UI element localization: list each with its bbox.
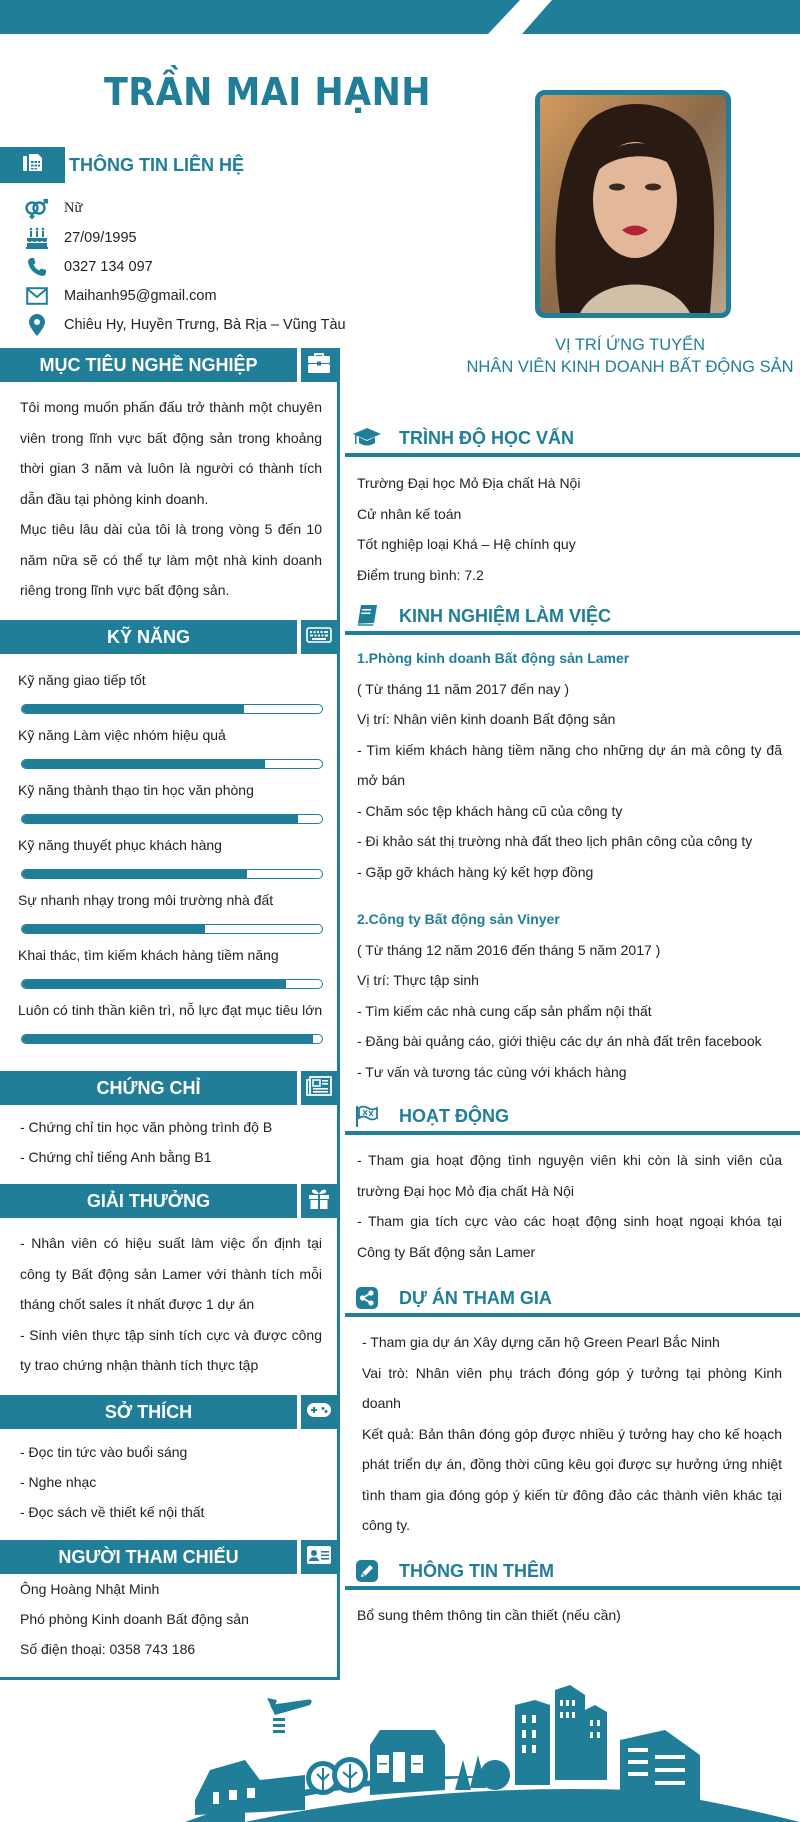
skill-label: Kỹ năng giao tiếp tốt [18,672,146,688]
project-result: Kết quả: Bản thân đóng góp được nhiều ý tưởng hay cho kế hoạch phát triển dự án, đồng thời cũng kêu gọi được sự hưởng ứng nhiệt tình tham gia đóng góp ý kiến từ đông đảo các thành viên khác tại công ty. [362,1425,782,1533]
project-name: - Tham gia dự án Xây dựng căn hộ Green Pearl Bắc Ninh [362,1334,720,1350]
certificate-icon [306,1076,332,1101]
skill-label: Kỹ năng thuyết phục khách hàng [18,837,222,853]
hobbies-icon-box [301,1395,337,1429]
hobbies-list [20,1437,330,1527]
objective-section-header [0,348,337,382]
skill-bar-fill [22,980,286,988]
skill-item [18,668,328,723]
education-section-header [345,423,800,457]
city-skyline-illustration [185,1660,800,1822]
position-label: VỊ TRÍ ỨNG TUYỂN [554,336,706,354]
job-duty: - Tìm kiếm khách hàng tiềm năng cho những dự án mà công ty đã mở bán [357,741,782,788]
certificates-title: CHỨNG CHỈ [0,1071,297,1105]
certificate-item: - Chứng chỉ tiếng Anh bằng B1 [20,1149,212,1165]
activities-section-header [345,1101,800,1135]
contact-title: THÔNG TIN LIÊN HỆ [69,155,244,175]
skill-item [18,998,328,1053]
contact-value: Nữ [64,200,83,216]
objective-text [20,392,322,606]
profile-photo [535,90,731,318]
activity-item: - Tham gia tích cực vào các hoạt động sinh hoạt ngoại khóa tại Công ty Bất động sản Lamer [357,1213,782,1260]
skill-bar [21,869,323,879]
skills-icon-box [301,620,337,654]
skill-item [18,888,328,943]
job-duty: - Chăm sóc tệp khách hàng cũ của công ty [357,802,623,819]
contact-icon-box [0,147,65,183]
awards-section-header [0,1184,337,1218]
certificates-list [20,1112,330,1172]
contact-list [22,194,346,339]
experience-job-1 [357,643,782,887]
skill-bar [21,814,323,824]
certificates-section-header [0,1071,337,1105]
skill-label: Khai thác, tìm kiếm khách hàng tiềm năng [18,947,279,963]
skills-list [18,668,328,1053]
fax-phone-icon [21,151,45,180]
hobby-item: - Đọc sách về thiết kế nội thất [20,1504,205,1520]
skill-bar [21,704,323,714]
hobby-item: - Nghe nhạc [20,1474,97,1490]
experience-job-2 [357,904,782,1087]
top-banner [0,0,800,36]
contact-value: 0327 134 097 [64,258,153,275]
awards-title: GIẢI THƯỞNG [0,1184,297,1218]
projects-section-header [345,1283,800,1317]
id-card-icon [306,1545,332,1570]
gender-icon [22,198,52,220]
contact-birthday [22,223,346,252]
job-duty: - Đi khảo sát thị trường nhà đất theo lịch phân công của công ty [357,833,753,849]
email-icon [22,285,52,307]
awards-icon-box [301,1184,337,1218]
skill-bar [21,1034,323,1044]
position-block [460,334,800,378]
objective-icon-box [301,348,337,382]
education-item: Điểm trung bình: 7.2 [357,566,484,583]
graduation-cap-icon [351,425,383,451]
gamepad-icon [306,1402,332,1423]
project-role: Vai trò: Nhân viên phụ trách đóng góp ý tưởng tại phòng Kinh doanh [362,1364,782,1411]
extra-section-header [345,1556,800,1590]
contact-address [22,310,346,339]
phone-icon [22,256,52,278]
job-role: Vị trí: Thực tập sinh [357,972,479,988]
contact-value: Chiêu Hy, Huyền Trưng, Bà Rịa – Vũng Tàu [64,316,346,333]
contact-section-header [0,147,380,183]
contact-phone [22,252,346,281]
reference-title: Phó phòng Kinh doanh Bất động sản [20,1611,249,1627]
activities-list [357,1145,782,1267]
skill-item [18,943,328,998]
contact-email [22,281,346,310]
references-section-header [0,1540,337,1574]
job-company: 2.Công ty Bất động sản Vinyer [357,911,560,927]
extra-text: Bổ sung thêm thông tin cần thiết (nếu cần) [357,1607,621,1623]
job-duty: - Đăng bài quảng cáo, giới thiệu các dự án nhà đất trên facebook [357,1033,762,1049]
activity-item: - Tham gia hoạt động tình nguyện viên khi còn là sinh viên của trường Đại học Mỏ địa chất Hà Nội [357,1152,782,1199]
skill-bar-fill [22,760,265,768]
hobbies-section-header [0,1395,337,1429]
candidate-name: TRẦN MAI HẠNH [103,70,432,114]
location-pin-icon [22,314,52,336]
gift-icon [308,1188,330,1215]
hobbies-title: SỞ THÍCH [0,1395,297,1429]
projects-title: DỰ ÁN THAM GIA [399,1288,552,1308]
skill-item [18,778,328,833]
keyboard-icon [306,627,332,648]
position-value: NHÂN VIÊN KINH DOANH BẤT ĐỘNG SẢN [466,358,794,376]
skill-bar-fill [22,815,298,823]
job-period: ( Từ tháng 12 năm 2016 đến tháng 5 năm 2017 ) [357,941,661,958]
education-list [357,468,782,590]
objective-paragraph: Mục tiêu lâu dài của tôi là trong vòng 5 đến 10 năm nữa sẽ có thể tự làm một nhà kinh doanh riêng trong lĩnh vực bất động sản. [20,521,322,598]
reference-name: Ông Hoàng Nhật Minh [20,1581,160,1597]
contact-gender [22,194,346,223]
skill-bar [21,979,323,989]
skill-label: Sự nhanh nhạy trong môi trường nhà đất [18,892,274,908]
skills-title: KỸ NĂNG [0,620,297,654]
references-title: NGƯỜI THAM CHIẾU [0,1540,297,1574]
award-item: - Nhân viên có hiệu suất làm việc ổn định tại công ty Bất động sản Lamer với thành tích mỗi tháng chốt sales ít nhất được 1 dự án [20,1235,322,1312]
skill-bar [21,759,323,769]
job-period: ( Từ tháng 11 năm 2017 đến nay ) [357,680,569,697]
job-duty: - Tư vấn và tương tác cùng với khách hàng [357,1063,627,1080]
education-item: Cử nhân kế toán [357,505,462,522]
extra-content [357,1600,782,1631]
contact-value: 27/09/1995 [64,229,137,246]
education-item: Trường Đại học Mỏ Địa chất Hà Nội [357,475,581,491]
education-item: Tốt nghiệp loại Khá – Hệ chính quy [357,536,576,552]
share-icon [351,1285,383,1311]
contact-value: Maihanh95@gmail.com [64,287,217,304]
education-title: TRÌNH ĐỘ HỌC VẤN [399,428,574,448]
skills-section-header [0,620,337,654]
extra-title: THÔNG TIN THÊM [399,1561,554,1581]
experience-section-header [345,601,800,635]
job-role: Vị trí: Nhân viên kinh doanh Bất động sản [357,711,616,727]
skill-item [18,723,328,778]
job-duty: - Gặp gỡ khách hàng ký kết hợp đồng [357,863,594,880]
skill-item [18,833,328,888]
skill-label: Luôn có tinh thần kiên trì, nỗ lực đạt mục tiêu lớn [18,1002,323,1018]
flag-icon [351,1103,383,1129]
skill-bar-fill [22,870,247,878]
objective-title: MỤC TIÊU NGHỀ NGHIỆP [0,348,297,382]
certificates-icon-box [301,1071,337,1105]
reference-phone: Số điện thoại: 0358 743 186 [20,1641,196,1657]
references-list [20,1574,330,1664]
hobby-item: - Đọc tin tức vào buổi sáng [20,1444,188,1460]
skill-label: Kỹ năng Làm việc nhóm hiệu quả [18,727,226,743]
pencil-icon [351,1558,383,1584]
skill-label: Kỹ năng thành thạo tin học văn phòng [18,782,254,798]
certificate-item: - Chứng chỉ tin học văn phòng trình độ B [20,1119,273,1135]
skill-bar-fill [22,925,205,933]
award-item: - Sinh viên thực tập sinh tích cực và được công ty trao chứng nhận thành tích thực tập [20,1326,322,1373]
objective-paragraph: Tôi mong muốn phấn đấu trở thành một chuyên viên trong lĩnh vực bất động sản trong khoảng thời gian 3 năm và luôn là người có thành tích dẫn đầu tại phòng kinh doanh. [20,399,322,507]
references-icon-box [301,1540,337,1574]
birthday-cake-icon [22,227,52,249]
activities-title: HOẠT ĐỘNG [399,1106,509,1126]
awards-text [20,1228,322,1381]
skill-bar [21,924,323,934]
experience-title: KINH NGHIỆM LÀM VIỆC [399,606,612,626]
book-icon [351,603,383,629]
job-company: 1.Phòng kinh doanh Bất động sản Lamer [357,650,630,666]
skill-bar-fill [22,705,244,713]
briefcase-icon [307,352,331,379]
skill-bar-fill [22,1035,313,1043]
job-duty: - Tìm kiếm các nhà cung cấp sản phẩm nội thất [357,1002,652,1019]
projects-content [362,1327,782,1541]
